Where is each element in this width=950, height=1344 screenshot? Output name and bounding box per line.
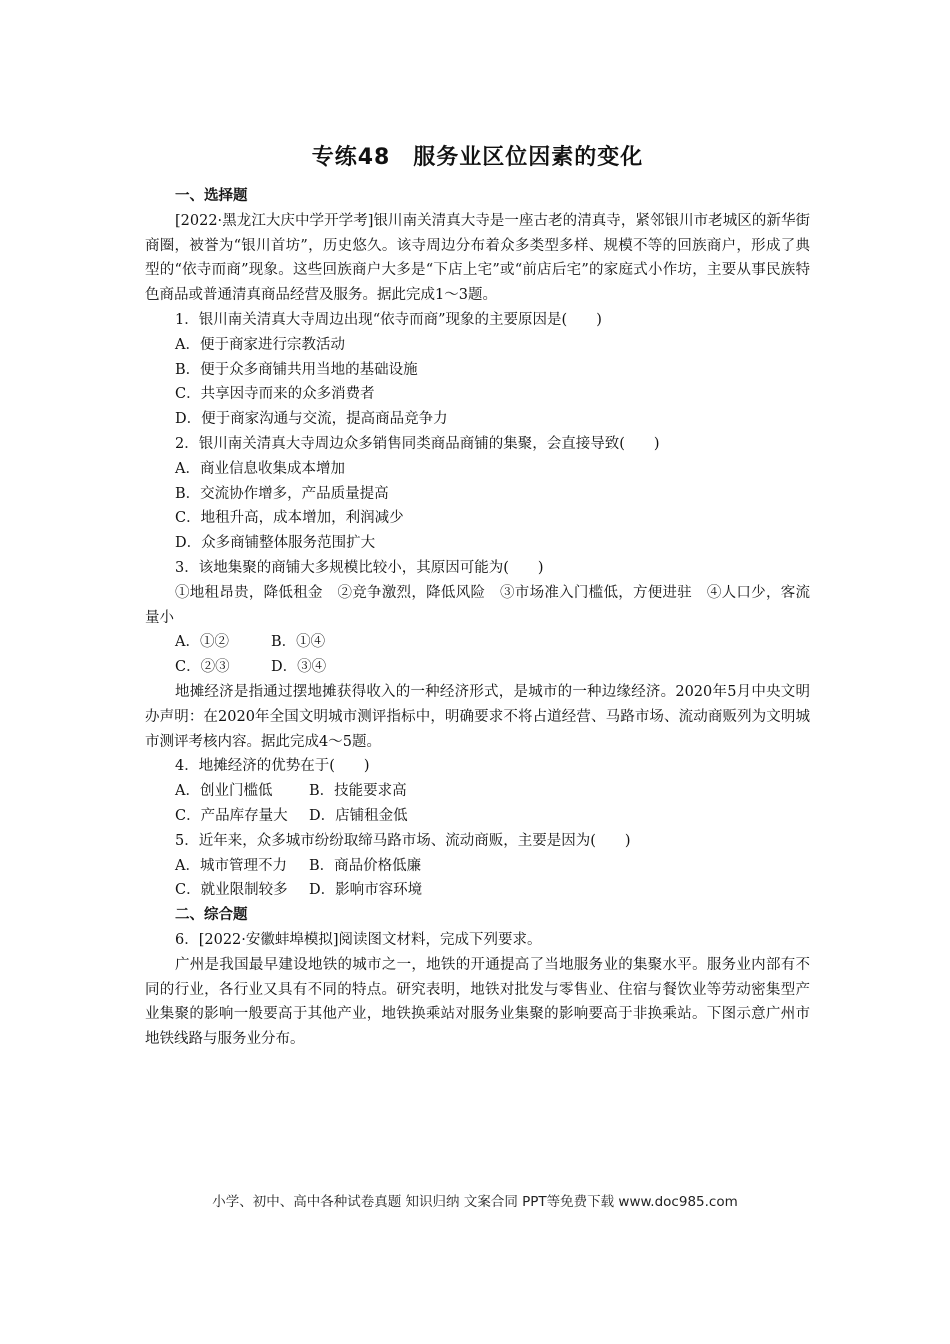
question-4-option-d: D．店铺租金低 bbox=[309, 807, 408, 824]
question-1-stem: 1．银川南关清真大寺周边出现“依寺而商”现象的主要原因是( ) bbox=[175, 311, 602, 328]
question-4-option-a: A．创业门槛低 bbox=[175, 783, 273, 800]
document-page bbox=[145, 140, 810, 1052]
question-5-option-a: A．城市管理不力 bbox=[175, 857, 287, 874]
question-3-items: ①地租昂贵，降低租金 ②竞争激烈，降低风险 ③市场准入门槛低，方便进驻 ④人口少，客流量小 bbox=[145, 584, 810, 626]
question-4-stem: 4．地摊经济的优势在于( ) bbox=[175, 758, 370, 775]
question-3-option-d: D．③④ bbox=[271, 659, 327, 676]
passage-1: [2022·黑龙江大庆中学开学考]银川南关清真大寺是一座古老的清真寺，紧邻银川市老城区的新华街商圈，被誉为“银川首坊”，历史悠久。该寺周边分布着众多类型多样、规模不等的回族商户，形成了典型的“依寺而商”现象。这些回族商户大多是“下店上宅”或“前店后宅”的家庭式小作坊，主要从事民族特色商品或普通清真商品经营及服务。据此完成1～3题。 bbox=[145, 212, 810, 304]
section-heading-comprehensive: 二、综合题 bbox=[175, 907, 248, 924]
question-1-option-b: B．便于众多商铺共用当地的基础设施 bbox=[175, 361, 418, 378]
question-1-option-a: A．便于商家进行宗教活动 bbox=[175, 336, 345, 353]
passage-2: 地摊经济是指通过摆地摊获得收入的一种经济形式，是城市的一种边缘经济。2020年5月中央文明办声明：在2020年全国文明城市测评指标中，明确要求不将占道经营、马路市场、流动商贩列为文明城市测评考核内容。据此完成4～5题。 bbox=[145, 683, 810, 750]
question-6-stem: 6．[2022·安徽蚌埠模拟]阅读图文材料，完成下列要求。 bbox=[175, 931, 542, 948]
question-6-passage: 广州是我国最早建设地铁的城市之一，地铁的开通提高了当地服务业的集聚水平。服务业内部有不同的行业，各行业又具有不同的特点。研究表明，地铁对批发与零售业、住宿与餐饮业等劳动密集型产业集聚的影响一般要高于其他产业，地铁换乘站对服务业集聚的影响要高于非换乘站。下图示意广州市地铁线路与服务业分布。 bbox=[145, 956, 810, 1048]
footer-text: 小学、初中、高中各种试卷真题 知识归纳 文案合同 PPT等免费下载 www.doc985.com bbox=[212, 1194, 738, 1210]
question-1-option-c: C．共享因寺而来的众多消费者 bbox=[175, 386, 375, 403]
question-2-option-c: C．地租升高，成本增加，利润减少 bbox=[175, 510, 404, 527]
section-heading-choice: 一、选择题 bbox=[175, 188, 248, 204]
question-3-option-b: B．①④ bbox=[271, 634, 326, 651]
question-4-options-row-2 bbox=[145, 804, 810, 829]
question-4-options-row-1 bbox=[145, 779, 810, 804]
question-3-option-a: A．①② bbox=[175, 634, 229, 651]
question-4-option-c: C．产品库存量大 bbox=[175, 807, 288, 824]
question-2-option-a: A．商业信息收集成本增加 bbox=[175, 460, 345, 477]
question-3-option-c: C．②③ bbox=[175, 659, 230, 676]
question-3-options-row-2 bbox=[145, 655, 810, 680]
question-1-option-d: D．便于商家沟通与交流，提高商品竞争力 bbox=[175, 411, 448, 428]
question-3-options-row-1 bbox=[145, 630, 810, 655]
question-5-options-row-2 bbox=[145, 878, 810, 903]
question-5-stem: 5．近年来，众多城市纷纷取缔马路市场、流动商贩，主要是因为( ) bbox=[175, 832, 631, 849]
question-4-option-b: B．技能要求高 bbox=[309, 783, 407, 800]
question-5-option-c: C．就业限制较多 bbox=[175, 882, 288, 899]
question-5-option-b: B．商品价格低廉 bbox=[309, 857, 422, 874]
question-2-option-d: D．众多商铺整体服务范围扩大 bbox=[175, 535, 376, 552]
question-5-option-d: D．影响市容环境 bbox=[309, 882, 423, 899]
question-2-option-b: B．交流协作增多，产品质量提高 bbox=[175, 485, 389, 502]
page-title: 专练48 服务业区位因素的变化 bbox=[311, 145, 644, 170]
question-3-stem: 3．该地集聚的商铺大多规模比较小，其原因可能为( ) bbox=[175, 559, 544, 576]
question-5-options-row-1 bbox=[145, 854, 810, 879]
question-2-stem: 2．银川南关清真大寺周边众多销售同类商品商铺的集聚，会直接导致( ) bbox=[175, 435, 660, 452]
